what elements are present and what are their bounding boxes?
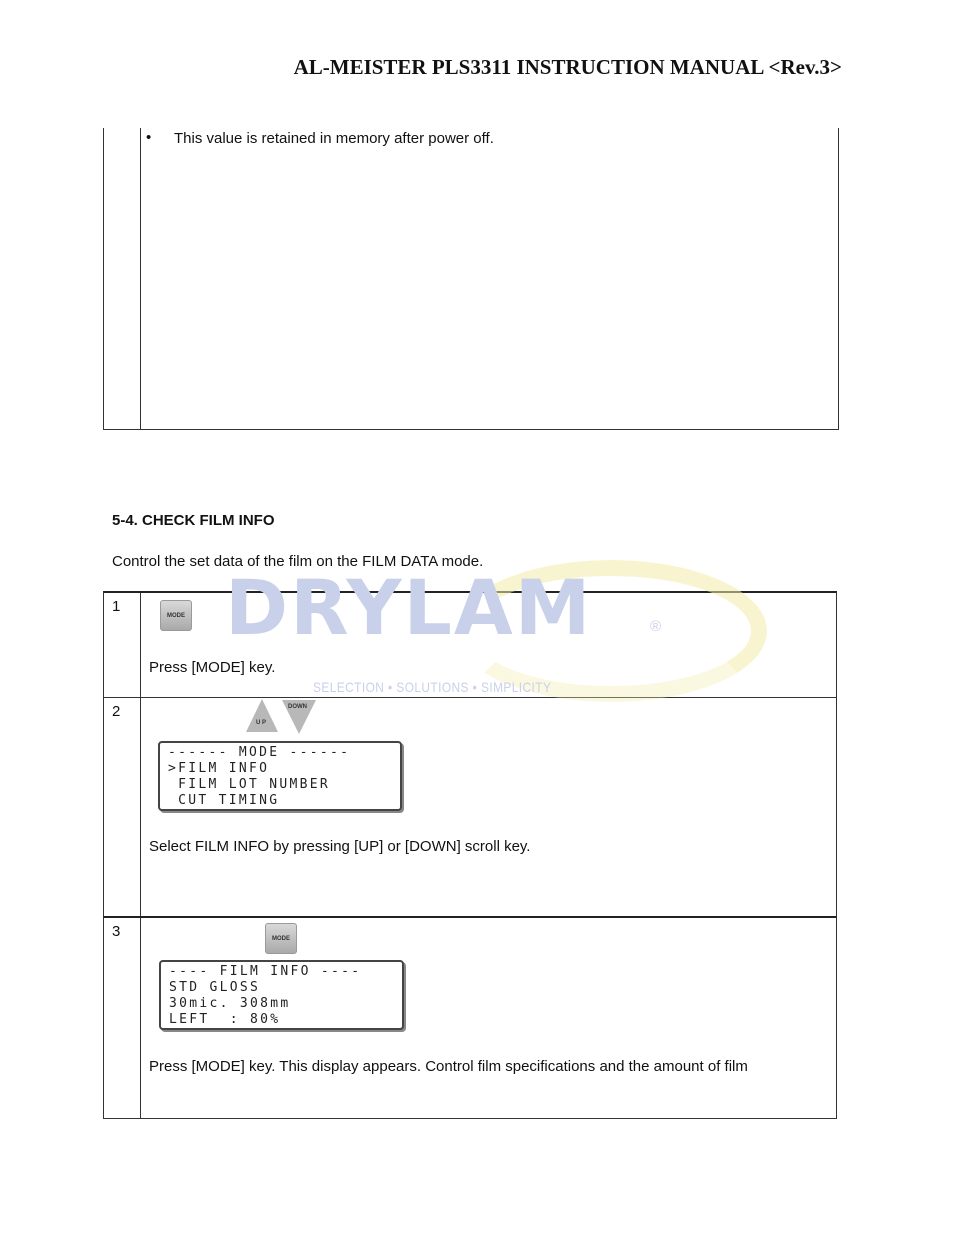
section-title: 5-4. CHECK FILM INFO [112,512,275,529]
step-row-2 [103,697,837,916]
step-number: 1 [112,598,121,615]
document-header: AL-MEISTER PLS3311 INSTRUCTION MANUAL <Rev.3> [293,55,842,79]
step-caption: Press [MODE] key. [149,659,276,676]
mode-key-icon: MODE [265,923,297,954]
lcd-line: 30mic. 308mm [169,996,291,1011]
lcd-line: CUT TIMING [168,793,280,808]
lcd-line: >FILM INFO [168,761,270,776]
bullet-item [146,129,494,147]
step-row-1 [103,591,837,697]
step-caption: Press [MODE] key. This display appears. Control film specifications and the amount of film [149,1058,748,1075]
step-row-3 [103,916,837,1119]
lcd-line: ------ MODE ------ [168,745,351,760]
bullet-text: This value is retained in memory after power off. [174,130,494,147]
section-intro: Control the set data of the film on the FILM DATA mode. [112,553,484,570]
column-divider [140,128,141,429]
step-number: 2 [112,703,121,720]
step-caption: Select FILM INFO by pressing [UP] or [DOWN] scroll key. [149,838,531,855]
lcd-line: ---- FILM INFO ---- [169,964,362,979]
column-divider [140,918,141,1118]
mode-key-icon: MODE [160,600,192,631]
lcd-display-mode-menu [158,741,402,811]
watermark-tagline: SELECTION • SOLUTIONS • SIMPLICITY [313,679,552,695]
up-arrow-label: U P [256,720,267,726]
bullet-icon: • [146,129,152,146]
lcd-line: STD GLOSS [169,980,261,995]
down-arrow-label: DOWN [288,704,307,710]
continued-table [103,128,839,430]
steps-table [103,591,837,1119]
up-arrow-icon [246,699,278,732]
lcd-line: LEFT : 80% [169,1012,281,1027]
step-number: 3 [112,923,121,940]
column-divider [140,593,141,697]
lcd-line: FILM LOT NUMBER [168,777,331,792]
registered-mark: ® [650,618,662,635]
watermark-brand: DRYLAM [225,563,593,652]
lcd-display-film-info [159,960,404,1030]
column-divider [140,698,141,916]
